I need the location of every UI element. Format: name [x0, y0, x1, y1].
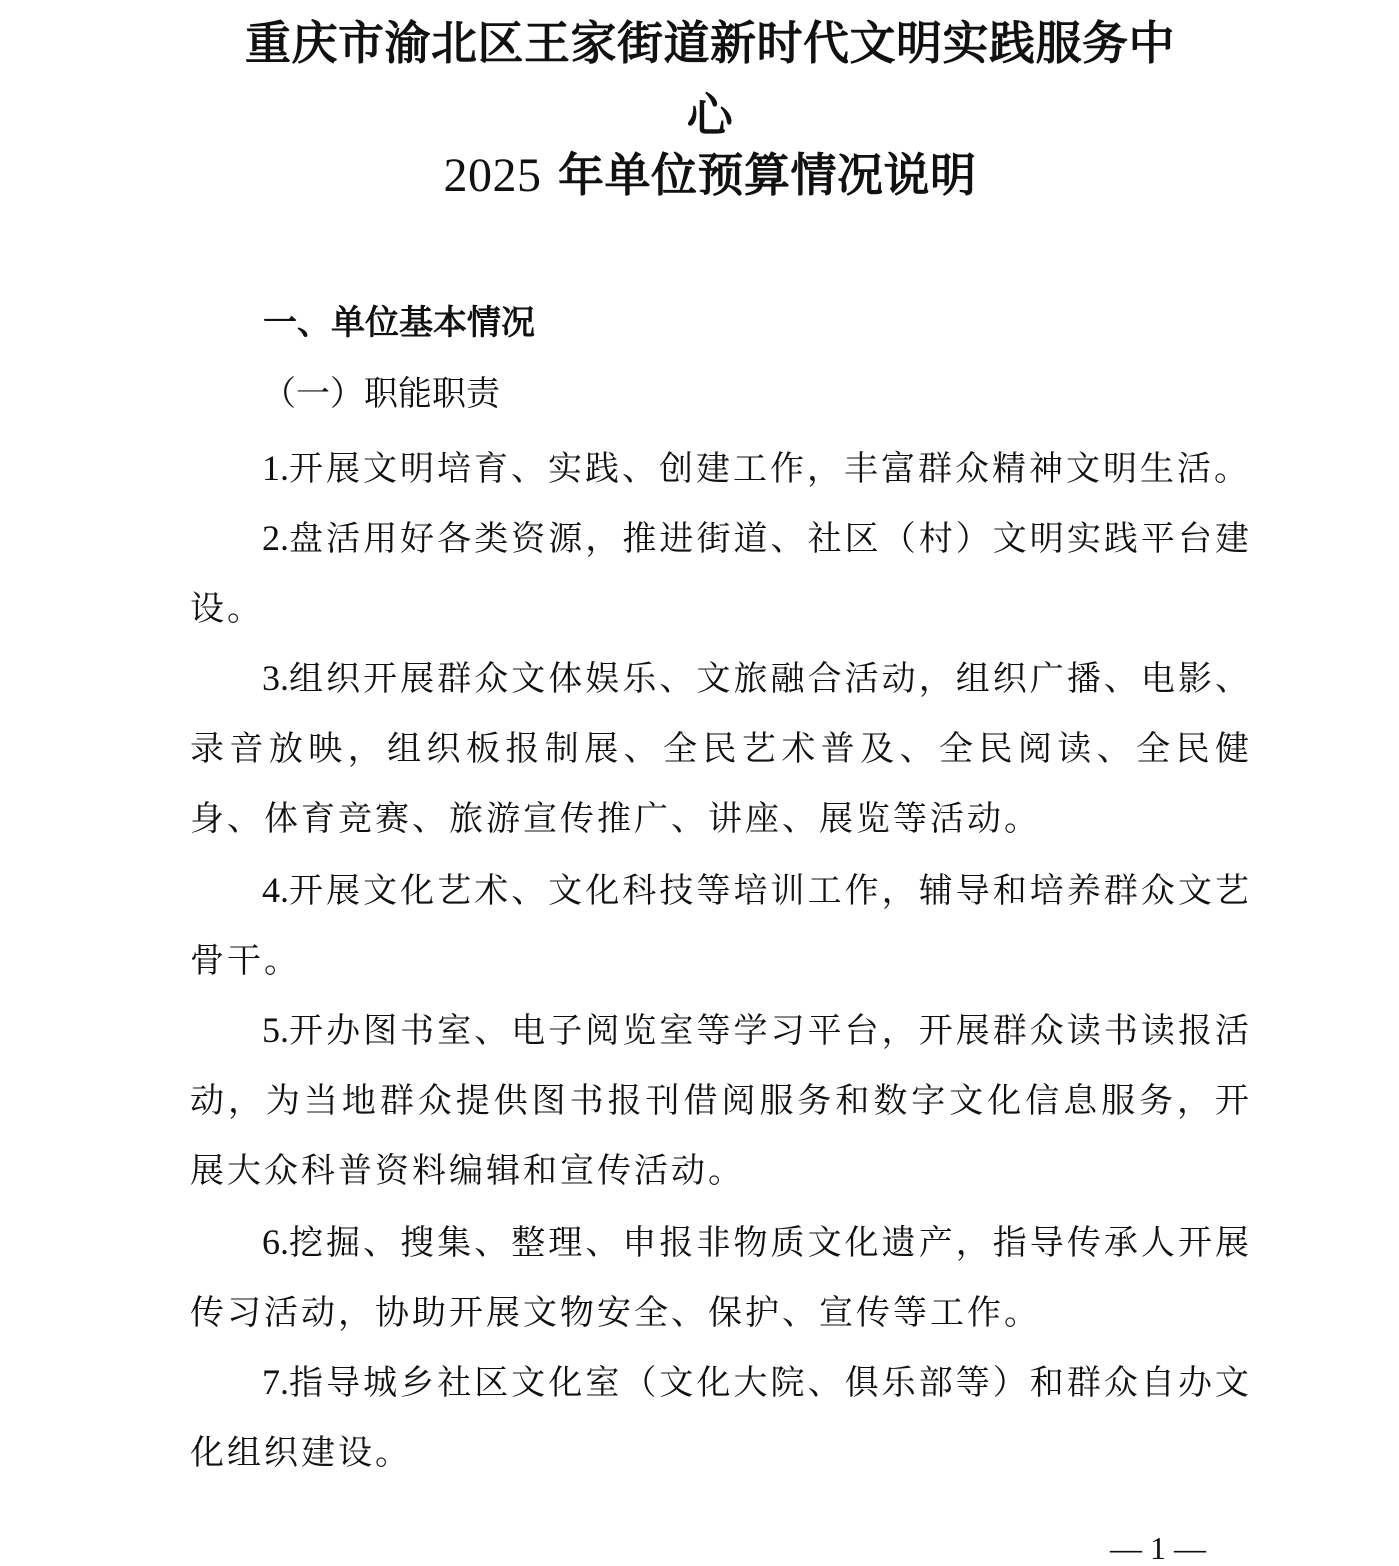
duty-item-number: 1. — [262, 448, 289, 488]
document-title-line-3 — [170, 148, 1250, 202]
section-heading: 一、单位基本情况 — [263, 303, 535, 343]
duty-item-text: 组织开展群众文体娱乐、文旅融合活动，组织广播、电影、录音放映，组织板报制展、全民艺术普及、全民阅读、全民健身、体育竞赛、旅游宣传推广、讲座、展览等活动。 — [190, 659, 1252, 839]
document-title-subtitle: 年单位预算情况说明 — [541, 148, 977, 202]
duty-item-number: 5. — [262, 1010, 289, 1050]
duty-item-number: 4. — [262, 870, 289, 910]
duty-item-text: 指导城乡社区文化室（文化大院、俱乐部等）和群众自办文化组织建设。 — [190, 1363, 1252, 1473]
duty-item-6 — [190, 1207, 1252, 1348]
duty-item-number: 2. — [262, 518, 289, 558]
duty-item-number: 3. — [262, 658, 289, 698]
document-title-year: 2025 — [443, 149, 542, 202]
duty-item-text: 开展文化艺术、文化科技等培训工作，辅导和培养群众文艺骨干。 — [190, 871, 1252, 981]
duty-item-7 — [190, 1347, 1252, 1488]
duty-item-text: 开办图书室、电子阅览室等学习平台，开展群众读书读报活动，为当地群众提供图书报刊借阅服务和数字文化信息服务，开展大众科普资料编辑和宣传活动。 — [190, 1011, 1252, 1191]
duty-item-text: 盘活用好各类资源，推进街道、社区（村）文明实践平台建设。 — [190, 519, 1252, 629]
duty-item-4 — [190, 855, 1252, 996]
page-number: — 1 — — [1110, 1530, 1206, 1566]
duty-item-number: 6. — [262, 1222, 289, 1262]
duty-item-2 — [190, 503, 1252, 644]
subsection-heading: （一）职能职责 — [262, 374, 500, 414]
duty-item-5 — [190, 995, 1252, 1206]
duty-item-1 — [190, 433, 1252, 504]
duty-item-number: 7. — [262, 1362, 289, 1402]
duty-item-3 — [190, 643, 1252, 854]
document-title-line-1: 重庆市渝北区王家街道新时代文明实践服务中 — [245, 16, 1175, 70]
duty-item-text: 挖掘、搜集、整理、申报非物质文化遗产，指导传承人开展传习活动，协助开展文物安全、保护、宣传等工作。 — [190, 1223, 1252, 1333]
document-title-line-2: 心 — [686, 88, 734, 142]
duty-item-text: 开展文明培育、实践、创建工作，丰富群众精神文明生活。 — [289, 449, 1251, 489]
